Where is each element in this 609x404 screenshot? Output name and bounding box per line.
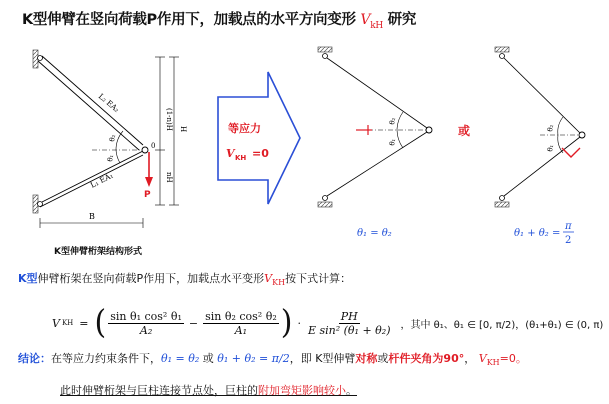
outrigger-diagram [33, 50, 179, 228]
note-line: 此时伸臂桁架与巨柱连接节点处，巨柱的附加弯矩影响较小。 [60, 384, 357, 397]
d3-theta2: θ₂ [546, 124, 556, 133]
load-node [142, 147, 148, 153]
height-total-label: H [179, 126, 187, 133]
d2-theta1: θ₁ [388, 138, 398, 147]
d3-theta1: θ₁ [546, 144, 556, 153]
arrow-v-sub: KH [235, 154, 247, 162]
load-label: P [144, 190, 151, 200]
theta1-label: θ₁ [106, 154, 116, 163]
d2-condition: θ₁ = θ₂ [357, 228, 392, 239]
upper-member-label: L₂ EA₂ [96, 91, 122, 115]
height-lower-label: nH [165, 172, 173, 183]
symmetric-diagram [318, 47, 432, 207]
d3-cond-den: 2 [565, 235, 572, 246]
or-label: 或 [458, 124, 471, 138]
arrow-v: V [226, 147, 235, 160]
theta2-label: θ₂ [108, 134, 118, 143]
conclusion-line: 结论：在等应力约束条件下，θ₁ = θ₂ 或 θ₁ + θ₂ = π/2，即 K型伸臂对称或杆件夹角为90°， $V_{KH}=0$。 [18, 352, 527, 368]
d3-condition: θ₁ + θ₂ = [514, 228, 561, 239]
lower-member-label: L₁ EA₁ [88, 170, 115, 190]
d2-theta2: θ₂ [388, 117, 398, 126]
width-label: B [89, 212, 95, 221]
intro-line: K型伸臂桁架在竖向荷载P作用下，加载点水平变形$V_{KH}$按下式计算： [18, 272, 352, 288]
arrow-line1: 等应力 [228, 122, 261, 135]
node-label: 0 [151, 142, 156, 150]
page-title: K型伸臂在竖向荷载P作用下，加载点的水平方向变形 $V_{kH}$ 研究 [22, 12, 417, 31]
height-upper-label: (1-n)H [165, 108, 173, 131]
diagram-caption: K型伸臂桁架结构形式 [54, 247, 142, 257]
arrow-eq: =0 [252, 147, 269, 160]
equal-stress-arrow [218, 72, 300, 204]
wall-support-top [33, 50, 38, 68]
d3-cond-num: π [565, 221, 572, 232]
lower-member [42, 151, 143, 202]
upper-member [42, 56, 143, 145]
right-angle-diagram [495, 47, 585, 207]
